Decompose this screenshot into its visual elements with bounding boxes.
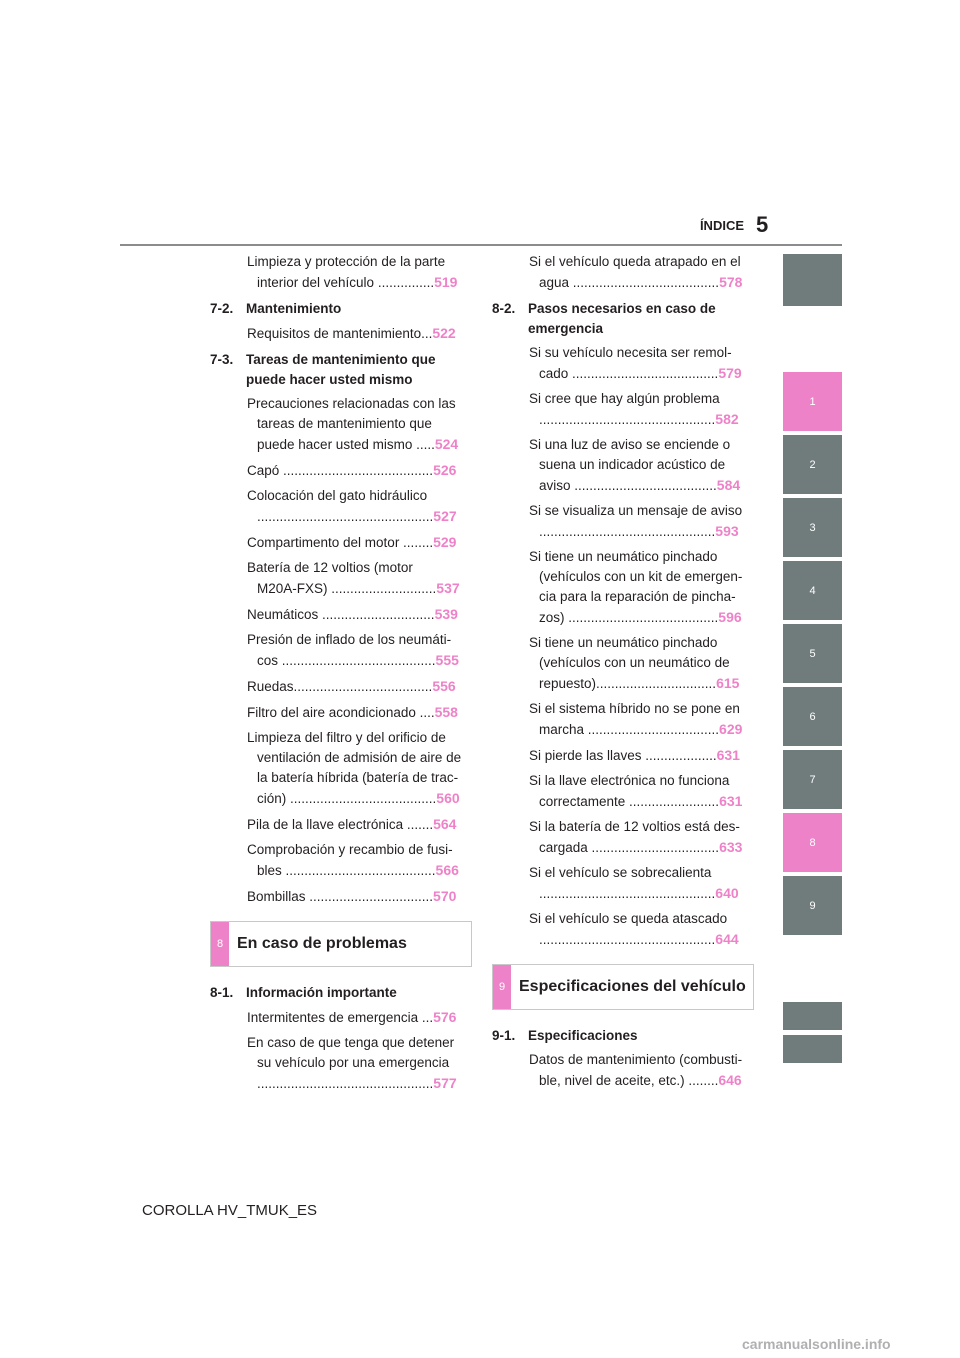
entry-last-line xyxy=(529,719,754,740)
entry-text-line: puede hacer usted mismo ..... xyxy=(257,437,435,452)
entry-last-line xyxy=(529,272,754,293)
section-heading xyxy=(210,350,472,390)
entry-text-line: zos) ........................................ xyxy=(539,610,719,625)
entry-text-line: cargada .................................. xyxy=(539,840,720,855)
chapter-tab-8[interactable]: 8 xyxy=(783,813,842,872)
chapter-tab-2[interactable]: 2 xyxy=(783,435,842,494)
entry-text-line: Si su vehículo necesita ser remol- xyxy=(529,345,732,360)
toc-entry[interactable] xyxy=(492,389,754,430)
entry-text-line: Ruedas..................................... xyxy=(247,679,433,694)
entry-text-line: cado ....................................... xyxy=(539,366,719,381)
entry-last-line xyxy=(247,814,472,835)
entry-text-line: Si el vehículo se queda atascado xyxy=(529,911,728,926)
entry-text-line: Si el sistema híbrido no se pone en xyxy=(529,701,740,716)
page-link[interactable]: 519 xyxy=(434,274,458,290)
chapter-number: 9 xyxy=(493,965,511,1009)
section-number: 7-2. xyxy=(210,301,234,316)
entry-last-line xyxy=(529,1070,754,1091)
entry-text-line: tareas de mantenimiento que xyxy=(257,416,432,431)
entry-text-line: Batería de 12 voltios (motor xyxy=(247,560,413,575)
entry-last-line xyxy=(247,434,472,455)
entry-text-line: la batería híbrida (batería de trac- xyxy=(257,770,459,785)
entry-last-line xyxy=(247,272,472,293)
entry-text-line: ventilación de admisión de aire de xyxy=(257,750,462,765)
section-heading xyxy=(210,299,472,319)
chapter-tab-4[interactable]: 4 xyxy=(783,561,842,620)
entry-last-line xyxy=(247,886,472,907)
toc-entry[interactable] xyxy=(492,771,754,812)
section-heading xyxy=(492,299,754,339)
toc-entry[interactable] xyxy=(492,1050,754,1091)
toc-entry[interactable] xyxy=(210,886,472,907)
chapter-tab-9[interactable]: 9 xyxy=(783,876,842,935)
entry-text-line: Colocación del gato hidráulico xyxy=(247,488,428,503)
header-title: ÍNDICE xyxy=(699,218,744,233)
entry-text-line: ............................................... xyxy=(257,509,434,524)
entry-last-line xyxy=(247,323,472,344)
toc-entry[interactable] xyxy=(210,323,472,344)
entry-text-line: repuesto)................................ xyxy=(539,676,717,691)
entry-text-line: Datos de mantenimiento (combusti- xyxy=(529,1052,743,1067)
toc-entry[interactable] xyxy=(492,745,754,766)
page-link[interactable]: 640 xyxy=(715,885,739,901)
toc-entry[interactable] xyxy=(492,435,754,496)
page-link[interactable]: 539 xyxy=(434,606,458,622)
page-link[interactable]: 576 xyxy=(433,1009,457,1025)
toc-entry[interactable] xyxy=(210,728,472,809)
section-number: 8-1. xyxy=(210,985,234,1000)
page-link[interactable]: 579 xyxy=(718,365,742,381)
entry-text-line: suena un indicador acústico de xyxy=(539,457,726,472)
page-link[interactable]: 560 xyxy=(436,790,460,806)
entry-text-line: Limpieza y protección de la parte xyxy=(247,254,446,269)
entry-last-line xyxy=(529,475,754,496)
entry-text-line: Si pierde las llaves ................... xyxy=(529,748,717,763)
toc-entry[interactable] xyxy=(492,501,754,542)
toc-entry[interactable] xyxy=(210,460,472,481)
toc-entry[interactable] xyxy=(492,699,754,740)
entry-text-line: interior del vehículo ............... xyxy=(257,275,435,290)
section-title-line: Mantenimiento xyxy=(246,301,342,316)
entry-last-line xyxy=(529,791,754,812)
entry-text-line: Si el vehículo queda atrapado en el xyxy=(529,254,741,269)
page-link[interactable]: 578 xyxy=(719,274,743,290)
entry-text-line: ............................................... xyxy=(539,524,716,539)
entry-text-line: Limpieza del filtro y del orificio de xyxy=(247,730,446,745)
entry-text-line: ............................................... xyxy=(539,886,716,901)
toc-entry[interactable] xyxy=(492,909,754,950)
toc-entry[interactable] xyxy=(210,252,472,293)
entry-text-line: ............................................... xyxy=(539,412,716,427)
entry-text-line: Si tiene un neumático pinchado xyxy=(529,635,718,650)
entry-last-line xyxy=(247,1007,472,1028)
chapter-number: 8 xyxy=(211,922,229,966)
entry-text-line: Si la batería de 12 voltios está des- xyxy=(529,819,740,834)
toc-entry[interactable] xyxy=(210,1007,472,1028)
page-link[interactable]: 529 xyxy=(433,534,457,550)
section-number: 7-3. xyxy=(210,352,234,367)
section-heading xyxy=(492,1026,754,1046)
entry-text-line: agua ....................................... xyxy=(539,275,720,290)
entry-last-line xyxy=(529,363,754,384)
toc-entry[interactable] xyxy=(210,558,472,599)
footer-model-code: COROLLA HV_TMUK_ES xyxy=(142,1202,318,1219)
entry-text-line: (vehículos con un neumático de xyxy=(539,655,730,670)
chapter-8-box[interactable] xyxy=(210,921,472,967)
page-link[interactable]: 593 xyxy=(715,523,739,539)
entry-text-line: aviso ...................................... xyxy=(539,478,717,493)
page-link[interactable]: 537 xyxy=(436,580,460,596)
entry-last-line xyxy=(529,745,754,766)
blank-tab[interactable] xyxy=(783,1002,842,1030)
entry-text-line: ............................................... xyxy=(257,1076,434,1091)
entry-text-line: (vehículos con un kit de emergen- xyxy=(539,569,743,584)
entry-last-line xyxy=(247,460,472,481)
entry-text-line: Si cree que hay algún problema xyxy=(529,391,720,406)
entry-last-line xyxy=(529,883,754,904)
toc-entry[interactable] xyxy=(492,817,754,858)
entry-last-line xyxy=(247,1073,472,1094)
entry-text-line: bles ........................................ xyxy=(257,863,436,878)
chapter-9-box[interactable] xyxy=(492,964,754,1010)
page-link[interactable]: 524 xyxy=(434,436,459,452)
page-link[interactable]: 526 xyxy=(433,462,457,478)
page-link[interactable]: 646 xyxy=(718,1072,742,1088)
chapter-tab-5[interactable]: 5 xyxy=(783,624,842,683)
page-link[interactable]: 577 xyxy=(433,1075,457,1091)
page-link[interactable]: 582 xyxy=(715,411,739,427)
chapter-title: Especificaciones del vehículo xyxy=(519,978,746,995)
entry-text-line: Filtro del aire acondicionado .... xyxy=(247,705,435,720)
section-title-line: emergencia xyxy=(528,321,604,336)
entry-text-line: cos ......................................... xyxy=(257,653,436,668)
toc-entry[interactable] xyxy=(492,633,754,694)
entry-text-line: Si se visualiza un mensaje de aviso xyxy=(529,503,743,518)
page-link[interactable]: 522 xyxy=(432,325,456,341)
entry-last-line xyxy=(529,607,754,628)
entry-text-line: ............................................... xyxy=(539,932,716,947)
entry-text-line: ción) ....................................... xyxy=(257,791,437,806)
section-heading xyxy=(210,983,472,1003)
entry-last-line xyxy=(247,506,472,527)
toc-entry[interactable] xyxy=(492,252,754,293)
chapter-title: En caso de problemas xyxy=(237,935,407,952)
right-entries-after xyxy=(492,1026,754,1091)
entry-text-line: correctamente ........................ xyxy=(539,794,720,809)
entry-text-line: Capó ........................................ xyxy=(247,463,434,478)
page-link[interactable]: 584 xyxy=(716,477,741,493)
blank-tab[interactable] xyxy=(783,254,842,306)
entry-text-line: Si la llave electrónica no funciona xyxy=(529,773,730,788)
entry-last-line xyxy=(529,521,754,542)
blank-tab[interactable] xyxy=(783,1035,842,1063)
left-toc-column xyxy=(210,252,472,1099)
page-link[interactable]: 644 xyxy=(715,931,739,947)
toc-entry[interactable] xyxy=(210,676,472,697)
page-link[interactable]: 564 xyxy=(433,816,457,832)
entry-text-line: Bombillas ................................. xyxy=(247,889,434,904)
entry-last-line xyxy=(247,676,472,697)
page-link[interactable]: 556 xyxy=(432,678,456,694)
toc-entry[interactable] xyxy=(492,863,754,904)
page-link[interactable]: 566 xyxy=(435,862,459,878)
right-entries-before xyxy=(492,252,754,950)
header-divider xyxy=(120,244,842,246)
entry-text-line: Presión de inflado de los neumáti- xyxy=(247,632,452,647)
left-entries-after xyxy=(210,983,472,1094)
entry-text-line: Compartimento del motor ........ xyxy=(247,535,434,550)
entry-text-line: Neumáticos .............................. xyxy=(247,607,435,622)
section-title-line: puede hacer usted mismo xyxy=(246,372,413,387)
section-title-line: Pasos necesarios en caso de xyxy=(528,301,716,316)
toc-entry[interactable] xyxy=(210,630,472,671)
chapter-tab-6[interactable]: 6 xyxy=(783,687,842,746)
right-toc-column xyxy=(492,252,754,1096)
toc-entry[interactable] xyxy=(492,547,754,628)
entry-text-line: marcha ................................... xyxy=(539,722,720,737)
entry-last-line xyxy=(247,860,472,881)
entry-last-line xyxy=(529,673,754,694)
left-entries-before xyxy=(210,252,472,907)
toc-entry[interactable] xyxy=(492,343,754,384)
section-number: 9-1. xyxy=(492,1028,516,1043)
toc-entry[interactable] xyxy=(210,532,472,553)
entry-text-line: Si el vehículo se sobrecalienta xyxy=(529,865,712,880)
entry-text-line: ble, nivel de aceite, etc.) ........ xyxy=(539,1073,719,1088)
entry-text-line: Intermitentes de emergencia ... xyxy=(247,1010,434,1025)
toc-entry[interactable] xyxy=(210,702,472,723)
chapter-tab-3[interactable]: 3 xyxy=(783,498,842,557)
page-link[interactable]: 633 xyxy=(719,839,743,855)
entry-text-line: Precauciones relacionadas con las xyxy=(247,396,456,411)
entry-last-line xyxy=(529,837,754,858)
entry-text-line: Pila de la llave electrónica ....... xyxy=(247,817,434,832)
entry-last-line xyxy=(247,532,472,553)
section-number: 8-2. xyxy=(492,301,516,316)
toc-entry[interactable] xyxy=(210,604,472,625)
entry-last-line xyxy=(247,788,472,809)
entry-last-line xyxy=(247,578,472,599)
entry-last-line xyxy=(529,409,754,430)
entry-text-line: cia para la reparación de pincha- xyxy=(539,589,736,604)
entry-text-line: Si una luz de aviso se enciende o xyxy=(529,437,731,452)
entry-last-line xyxy=(247,650,472,671)
page-link[interactable]: 570 xyxy=(433,888,457,904)
toc-entry[interactable] xyxy=(210,394,472,455)
entry-text-line: Si tiene un neumático pinchado xyxy=(529,549,718,564)
toc-entry[interactable] xyxy=(210,840,472,881)
page-link[interactable]: 631 xyxy=(719,793,743,809)
section-title-line: Tareas de mantenimiento que xyxy=(246,352,436,367)
page-link[interactable]: 629 xyxy=(719,721,743,737)
page-link[interactable]: 631 xyxy=(716,747,740,763)
page-link[interactable]: 596 xyxy=(718,609,742,625)
entry-text-line: su vehículo por una emergencia xyxy=(257,1055,450,1070)
watermark: carmanualsonline.info xyxy=(742,1336,891,1352)
toc-entry[interactable] xyxy=(210,1033,472,1094)
entry-text-line: Requisitos de mantenimiento... xyxy=(247,326,433,341)
chapter-tab-7[interactable]: 7 xyxy=(783,750,842,809)
section-title-line: Especificaciones xyxy=(528,1028,638,1043)
entry-last-line xyxy=(247,604,472,625)
page-link[interactable]: 527 xyxy=(433,508,457,524)
page-link[interactable]: 558 xyxy=(434,704,458,720)
page-link[interactable]: 615 xyxy=(716,675,740,691)
chapter-tab-1[interactable]: 1 xyxy=(783,372,842,431)
toc-entry[interactable] xyxy=(210,814,472,835)
page-link[interactable]: 555 xyxy=(435,652,459,668)
section-title-line: Información importante xyxy=(246,985,397,1000)
entry-last-line xyxy=(529,929,754,950)
entry-last-line xyxy=(247,702,472,723)
entry-text-line: M20A-FXS) ............................ xyxy=(257,581,437,596)
page-number: 5 xyxy=(756,212,769,237)
entry-text-line: En caso de que tenga que detener xyxy=(247,1035,455,1050)
toc-entry[interactable] xyxy=(210,486,472,527)
entry-text-line: Comprobación y recambio de fusi- xyxy=(247,842,453,857)
